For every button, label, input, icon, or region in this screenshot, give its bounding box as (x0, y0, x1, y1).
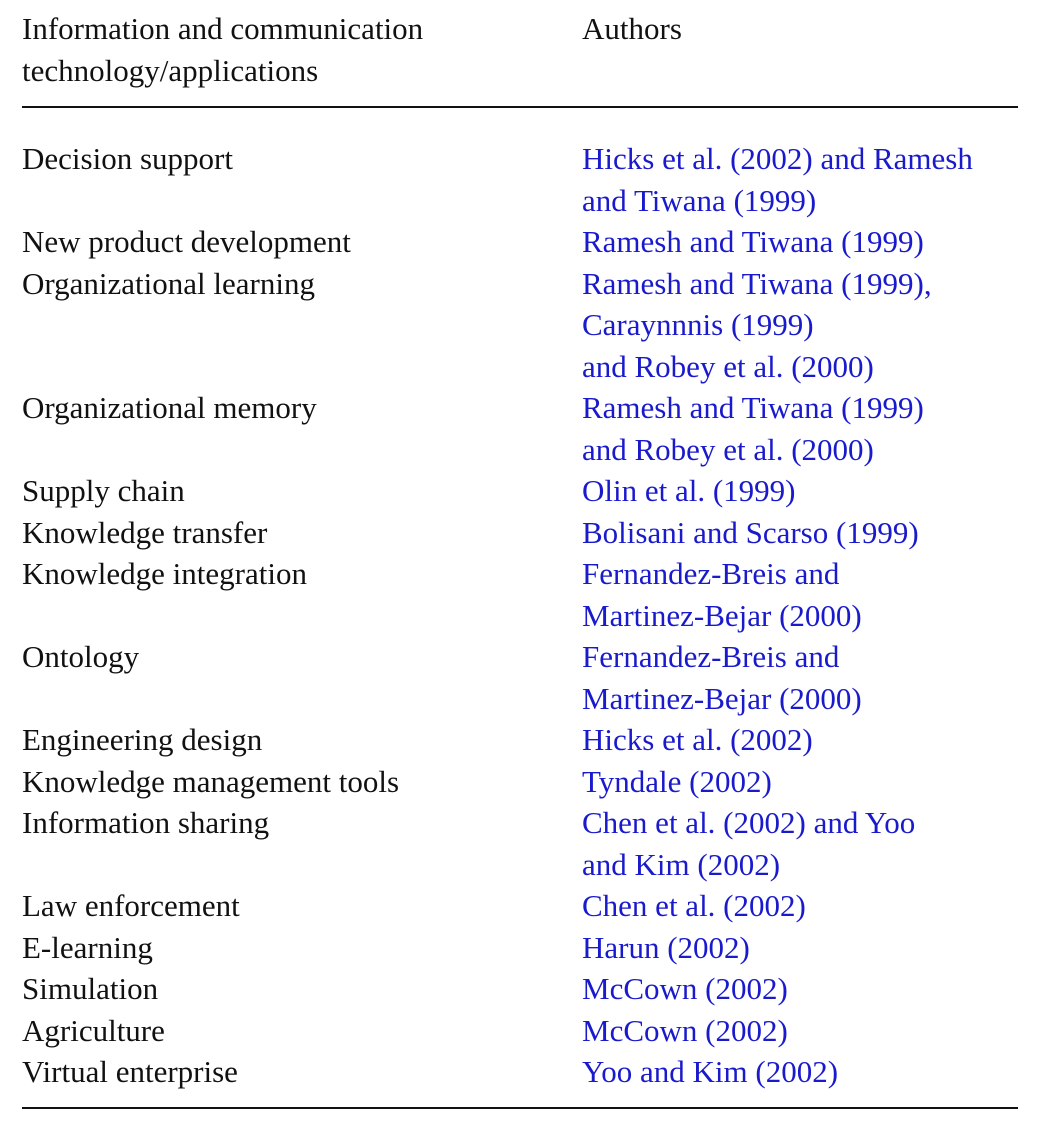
row-topic: Virtual enterprise (22, 1054, 238, 1089)
table-row (22, 512, 1018, 554)
row-topic: Agriculture (22, 1012, 165, 1048)
table-row (22, 761, 1018, 803)
row-authors (582, 470, 1018, 512)
author-citation-link[interactable]: Fernandez-Breis and (582, 556, 840, 591)
author-citation-link[interactable]: Hicks et al. (2002) and Ramesh (582, 141, 973, 176)
row-topic: Decision support (22, 141, 233, 176)
author-citation-link[interactable]: Olin et al. (1999) (582, 473, 796, 508)
author-citation-link[interactable]: Harun (2002) (582, 929, 750, 965)
row-topic: Engineering design (22, 722, 263, 757)
header-ict-applications (22, 8, 562, 91)
author-citation-link[interactable]: Ramesh and Tiwana (1999) (582, 390, 924, 425)
table-row (22, 719, 1018, 761)
row-topic: Organizational memory (22, 390, 317, 425)
table-row (22, 263, 1018, 388)
table-row (22, 387, 1018, 470)
author-citation-link[interactable]: Tyndale (2002) (582, 763, 772, 799)
author-citation-link[interactable]: and Robey et al. (2000) (582, 348, 874, 384)
author-citation-link[interactable]: Caraynnnis (1999) (582, 307, 814, 342)
table-row (22, 221, 1018, 263)
table-row (22, 553, 1018, 636)
row-authors (582, 885, 1018, 927)
row-topic: Knowledge transfer (22, 514, 268, 550)
author-citation-link[interactable]: Chen et al. (2002) and Yoo (582, 805, 916, 840)
row-authors (582, 512, 1018, 554)
author-citation-link[interactable]: Chen et al. (2002) (582, 888, 806, 923)
row-topic: New product development (22, 224, 351, 259)
row-topic: Simulation (22, 971, 159, 1006)
row-authors (582, 553, 1018, 636)
table-row (22, 636, 1018, 719)
row-authors (582, 968, 1018, 1010)
table-body (22, 108, 1018, 1093)
author-citation-link[interactable]: Hicks et al. (2002) (582, 722, 813, 757)
author-citation-link[interactable]: Ramesh and Tiwana (1999), (582, 265, 932, 301)
row-authors (582, 1051, 1018, 1093)
row-authors (582, 221, 1018, 263)
row-authors (582, 927, 1018, 969)
row-authors (582, 802, 1018, 885)
table-row (22, 1010, 1018, 1052)
table-row (22, 1051, 1018, 1093)
row-authors (582, 636, 1018, 719)
author-citation-link[interactable]: Bolisani and Scarso (1999) (582, 514, 919, 550)
bottom-rule (22, 1107, 1018, 1109)
header-authors: Authors (582, 11, 682, 46)
author-citation-link[interactable]: McCown (2002) (582, 971, 788, 1006)
table-row (22, 885, 1018, 927)
author-citation-link[interactable]: and Tiwana (1999) (582, 182, 817, 218)
row-authors (582, 761, 1018, 803)
row-topic: E-learning (22, 929, 153, 965)
author-citation-link[interactable]: Martinez-Bejar (2000) (582, 680, 862, 716)
author-citation-link[interactable]: and Kim (2002) (582, 846, 781, 882)
row-topic: Supply chain (22, 473, 185, 508)
table-row (22, 927, 1018, 969)
author-citation-link[interactable]: Martinez-Bejar (2000) (582, 597, 862, 633)
author-citation-link[interactable]: Ramesh and Tiwana (1999) (582, 224, 924, 259)
row-authors (582, 138, 1018, 221)
row-authors (582, 719, 1018, 761)
author-citation-link[interactable]: McCown (2002) (582, 1012, 788, 1048)
table-row (22, 968, 1018, 1010)
row-topic: Knowledge management tools (22, 763, 400, 799)
table-header (22, 8, 1018, 106)
author-citation-link[interactable]: Yoo and Kim (2002) (582, 1054, 839, 1089)
row-topic: Knowledge integration (22, 556, 307, 591)
row-authors (582, 263, 1018, 388)
header-ict-line-1: Information and communication (22, 11, 424, 46)
author-citation-link[interactable]: and Robey et al. (2000) (582, 431, 874, 467)
ict-applications-table (22, 8, 1018, 1109)
table-row (22, 802, 1018, 885)
row-topic: Law enforcement (22, 888, 240, 923)
table-row (22, 138, 1018, 221)
header-ict-line-2: technology/applications (22, 52, 319, 88)
row-topic: Information sharing (22, 805, 270, 840)
row-topic: Organizational learning (22, 265, 315, 301)
author-citation-link[interactable]: Fernandez-Breis and (582, 639, 840, 674)
table-row (22, 470, 1018, 512)
row-authors (582, 387, 1018, 470)
row-authors (582, 1010, 1018, 1052)
row-topic: Ontology (22, 639, 140, 674)
